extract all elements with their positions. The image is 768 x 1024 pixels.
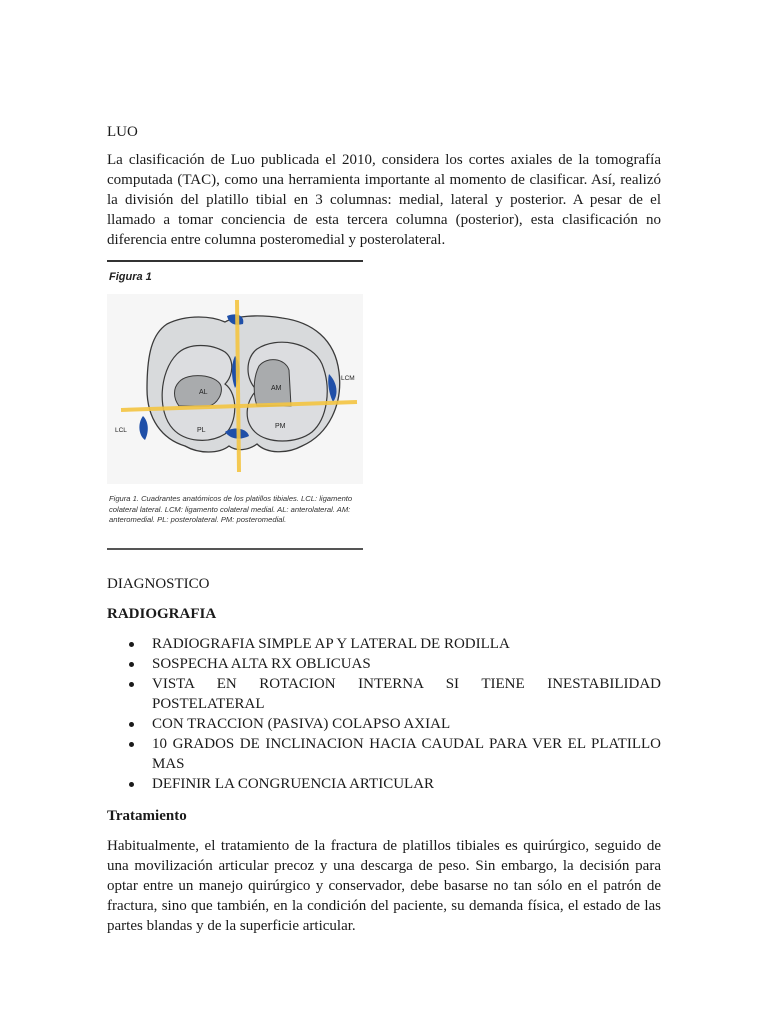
bullet-dot-icon [129,782,134,787]
radiografia-heading: RADIOGRAFIA [107,606,217,622]
treatment-line: Habitualmente, el tratamiento de la fractura de platillos tibiales es quirúrgico, seguido de [107,838,661,854]
treatment-line: optar entre un manejo quirúrgico y conservador, debe basarse no tan sólo en el patrón de [107,878,661,894]
list-item-text: RADIOGRAFIA SIMPLE AP Y LATERAL DE RODILLA [152,636,510,652]
label-al: AL [199,389,208,396]
figure-top-rule [107,260,363,262]
radiografia-list [107,634,661,794]
label-pm: PM [275,423,286,430]
al-region [175,376,222,406]
treatment-line: fractura, sino que también, en la condición del paciente, su demanda física, el estado de las [107,898,661,914]
bullet-dot-icon [129,662,134,667]
list-item-text: POSTELATERAL [152,696,265,712]
figure-1 [107,258,363,552]
intro-line: computada (TAC), como una herramienta importante al momento de clasificar. Así, realizó [107,172,661,188]
tibial-plateau-diagram [107,294,363,484]
radiografia-list-item [107,654,661,674]
diagnostico-heading: DIAGNOSTICO [107,576,210,592]
bullet-dot-icon [129,682,134,687]
radiografia-list-item [107,714,661,734]
intro-line: diferencia entre columna posteromedial y posterolateral. [107,232,446,248]
treatment-line: una movilización articular precoz y una descarga de peso. Sin embargo, la decisión para [107,858,661,874]
bullet-dot-icon [129,722,134,727]
bullet-dot-icon [129,642,134,647]
figure-caption: Figura 1. Cuadrantes anatómicos de los platillos tibiales. LCL: ligamento colateral lateral. LCM: ligamento colateral medial. AL: anterolateral. AM: anteromedial. PL: posterolateral. PM: posteromedial. [109,494,353,525]
luo-heading: LUO [107,124,138,140]
list-item-text: MAS [152,756,185,772]
label-lcm: LCM [341,375,355,382]
radiografia-list-item [107,674,661,714]
tratamiento-heading: Tratamiento [107,808,187,824]
label-am: AM [271,385,282,392]
intro-line: llamado a tomar conciencia de esta tercera columna (posterior), esta clasificación no [107,212,661,228]
figure-bottom-rule [107,548,363,550]
list-item-text: CON TRACCION (PASIVA) COLAPSO AXIAL [152,716,451,732]
radiografia-list-item [107,634,661,654]
list-item-text: VISTA EN ROTACION INTERNA SI TIENE INESTABILIDAD [152,676,661,692]
am-region [254,360,291,406]
label-lcl: LCL [115,427,127,434]
tibial-plateau-svg [107,294,363,484]
intro-line: la división del platillo tibial en 3 columnas: medial, lateral y posterior. A pesar de el [107,192,661,208]
figure-title: Figura 1 [109,271,152,283]
intro-paragraph [107,150,661,250]
intro-line: La clasificación de Luo publicada el 2010, considera los cortes axiales de la tomografía [107,152,661,168]
lcl-ligament [139,416,147,440]
list-item-text: 10 GRADOS DE INCLINACION HACIA CAUDAL PARA VER EL PLATILLO [152,736,661,752]
vertical-axis-line [237,300,239,472]
label-pl: PL [197,427,206,434]
bullet-dot-icon [129,742,134,747]
radiografia-list-item [107,734,661,774]
treatment-line: partes blandas y de la superficie articular. [107,918,356,934]
radiografia-list-item [107,774,661,794]
treatment-paragraph [107,836,661,936]
list-item-text: SOSPECHA ALTA RX OBLICUAS [152,656,371,672]
list-item-text: DEFINIR LA CONGRUENCIA ARTICULAR [152,776,435,792]
